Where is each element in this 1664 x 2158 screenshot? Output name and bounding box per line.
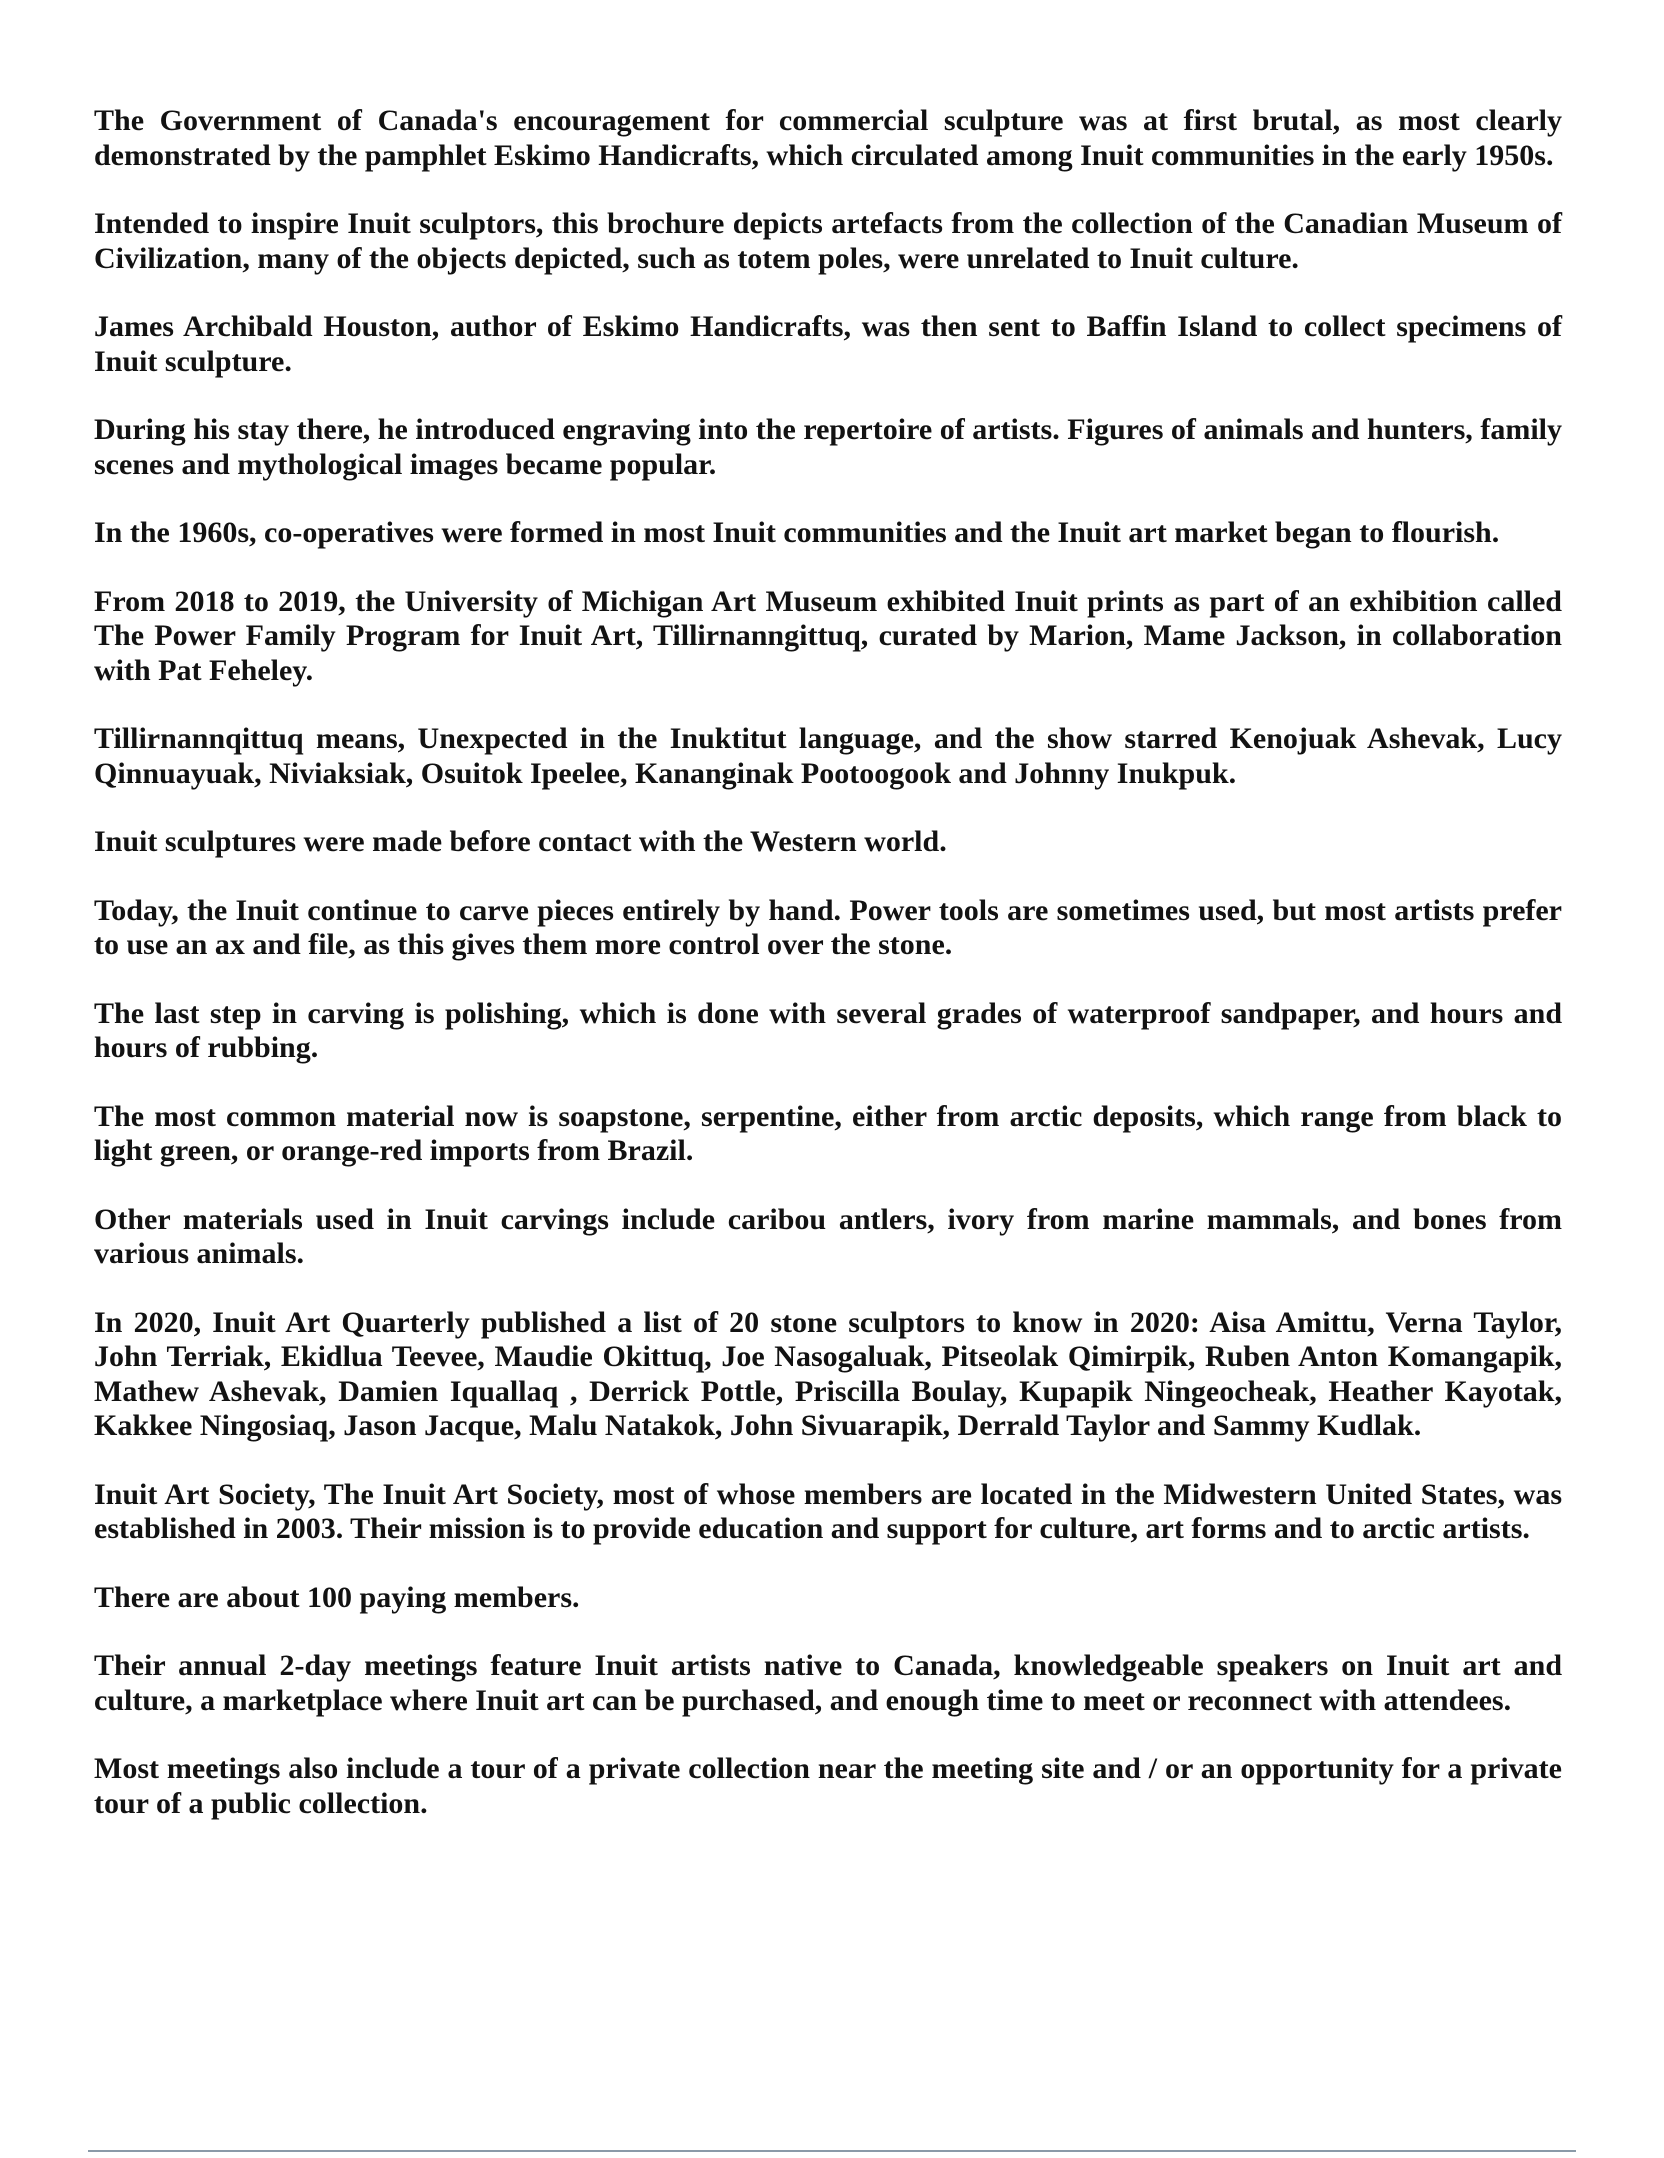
paragraph-soapstone: The most common material now is soapstone, serpentine, either from arctic deposits, which range from black to light green, or orange-red imports from Brazil. xyxy=(94,1099,1562,1167)
paragraph-government-encouragement: The Government of Canada's encouragement for commercial sculpture was at first brutal, as most clearly demonstrated by the pamphlet Eskimo Handicrafts, which circulated among Inuit communities in the early 1950s. xyxy=(94,104,1562,172)
paragraph-tillirnannqittuq: Tillirnannqittuq means, Unexpected in the Inuktitut language, and the show starred Kenojuak Ashevak, Lucy Qinnuayuak, Niviaksiak, Osuitok Ipeelee, Kananginak Pootoogook and Johnny Inukpuk. xyxy=(94,722,1562,790)
document-body xyxy=(94,104,1562,1821)
paragraph-brochure-artefacts: Intended to inspire Inuit sculptors, this brochure depicts artefacts from the collection of the Canadian Museum of Civilization, many of the objects depicted, such as totem poles, were unrelated to Inuit culture. xyxy=(94,207,1562,275)
bottom-divider xyxy=(88,2150,1576,2152)
paragraph-tours: Most meetings also include a tour of a private collection near the meeting site and / or an opportunity for a private tour of a public collection. xyxy=(94,1752,1562,1820)
paragraph-james-houston: James Archibald Houston, author of Eskimo Handicrafts, was then sent to Baffin Island to collect specimens of Inuit sculpture. xyxy=(94,310,1562,378)
paragraph-sculptors-list: In 2020, Inuit Art Quarterly published a list of 20 stone sculptors to know in 2020: Aisa Amittu, Verna Taylor, John Terriak, Ekidlua Teevee, Maudie Okittuq, Joe Nasogaluak, Pitseolak Qimirpik, Ruben Anton Komangapik, Mathew Ashevak, Damien Iquallaq , Derrick Pottle, Priscilla Boulay, Kupapik Ningeocheak, Heather Kayotak, Kakkee Ningosiaq, Jason Jacque, Malu Natakok, John Sivuarapik, Derrald Taylor and Sammy Kudlak. xyxy=(94,1305,1562,1442)
paragraph-before-contact: Inuit sculptures were made before contact with the Western world. xyxy=(94,825,947,858)
paragraph-other-materials: Other materials used in Inuit carvings include caribou antlers, ivory from marine mammals, and bones from various animals. xyxy=(94,1202,1562,1270)
paragraph-annual-meetings: Their annual 2-day meetings feature Inuit artists native to Canada, knowledgeable speakers on Inuit art and culture, a marketplace where Inuit art can be purchased, and enough time to meet or reconnect with attendees. xyxy=(94,1649,1562,1717)
paragraph-carving-by-hand: Today, the Inuit continue to carve pieces entirely by hand. Power tools are sometimes used, but most artists prefer to use an ax and file, as this gives them more control over the stone. xyxy=(94,893,1562,961)
paragraph-engraving: During his stay there, he introduced engraving into the repertoire of artists. Figures of animals and hunters, family scenes and mythological images became popular. xyxy=(94,413,1562,481)
paragraph-michigan-exhibition: From 2018 to 2019, the University of Michigan Art Museum exhibited Inuit prints as part of an exhibition called The Power Family Program for Inuit Art, Tillirnanngittuq, curated by Marion, Mame Jackson, in collaboration with Pat Feheley. xyxy=(94,584,1562,687)
paragraph-cooperatives: In the 1960s, co-operatives were formed in most Inuit communities and the Inuit art market began to flourish. xyxy=(94,516,1500,549)
paragraph-members: There are about 100 paying members. xyxy=(94,1580,580,1614)
paragraph-polishing: The last step in carving is polishing, which is done with several grades of waterproof sandpaper, and hours and hours of rubbing. xyxy=(94,996,1562,1064)
paragraph-inuit-art-society: Inuit Art Society, The Inuit Art Society, most of whose members are located in the Midwestern United States, was established in 2003. Their mission is to provide education and support for culture, art forms and to arctic artists. xyxy=(94,1477,1562,1545)
